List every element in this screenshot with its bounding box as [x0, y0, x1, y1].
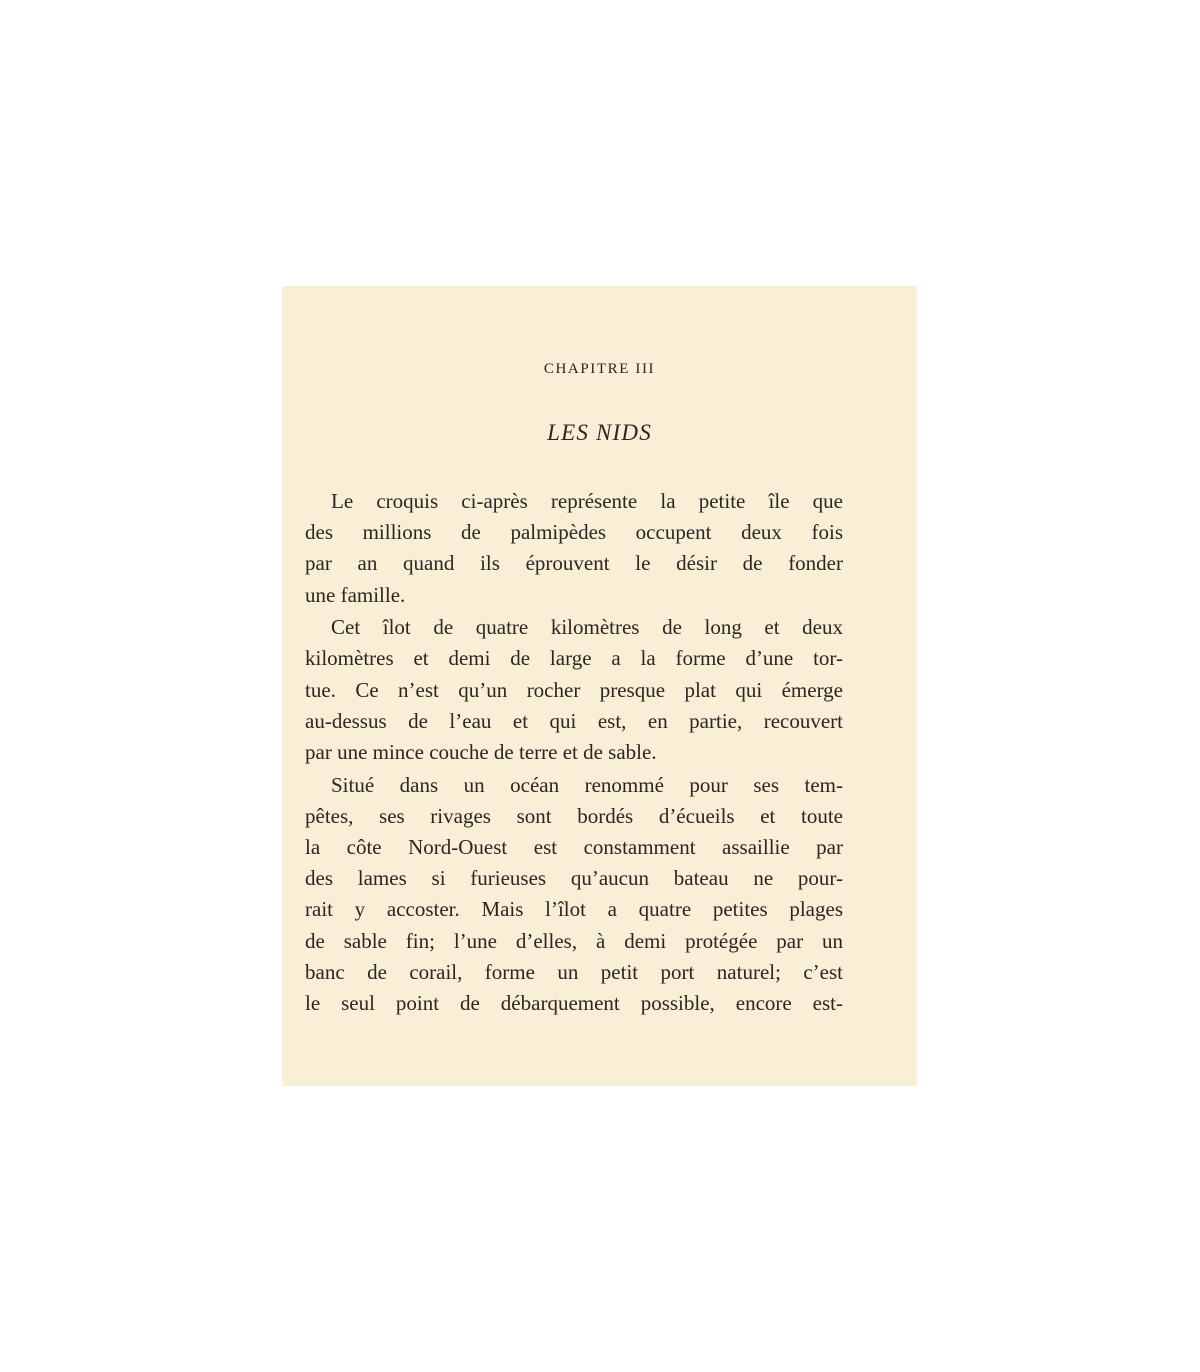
body-text	[305, 486, 843, 1019]
text-line: rait y accoster. Mais l’îlot a quatre petites plages	[305, 897, 843, 922]
text-line: le seul point de débarquement possible, encore est-	[305, 991, 843, 1015]
text-line: la côte Nord-Ouest est constamment assaillie par	[305, 835, 843, 860]
paragraph-1	[305, 486, 843, 611]
chapter-title: LES NIDS	[547, 420, 652, 445]
text-line: Cet îlot de quatre kilomètres de long et deux	[331, 615, 843, 640]
text-line: par an quand ils éprouvent le désir de fonder	[305, 551, 843, 576]
text-line: des millions de palmipèdes occupent deux fois	[305, 520, 843, 545]
text-line: pêtes, ses rivages sont bordés d’écueils et toute	[305, 803, 843, 828]
text-line: banc de corail, forme un petit port naturel; c’est	[305, 959, 843, 984]
paragraph-2	[305, 612, 843, 768]
text-line: Situé dans un océan renommé pour ses tem-	[331, 772, 843, 797]
text-line: Le croquis ci-après représente la petite île que	[331, 489, 843, 513]
text-line: par une mince couche de terre et de sable.	[305, 740, 657, 764]
paragraph-3	[305, 770, 843, 1020]
text-line: tue. Ce n’est qu’un rocher presque plat qui émerge	[305, 677, 843, 702]
book-page	[282, 286, 917, 1086]
chapter-heading: CHAPITRE III	[543, 361, 656, 377]
text-line: au-dessus de l’eau et qui est, en partie, recouvert	[305, 708, 843, 733]
text-line: de sable fin; l’une d’elles, à demi protégée par un	[305, 928, 843, 953]
text-line: des lames si furieuses qu’aucun bateau ne pour-	[305, 866, 843, 891]
text-line: une famille.	[305, 582, 406, 607]
text-line: kilomètres et demi de large a la forme d’une tor-	[305, 646, 843, 671]
